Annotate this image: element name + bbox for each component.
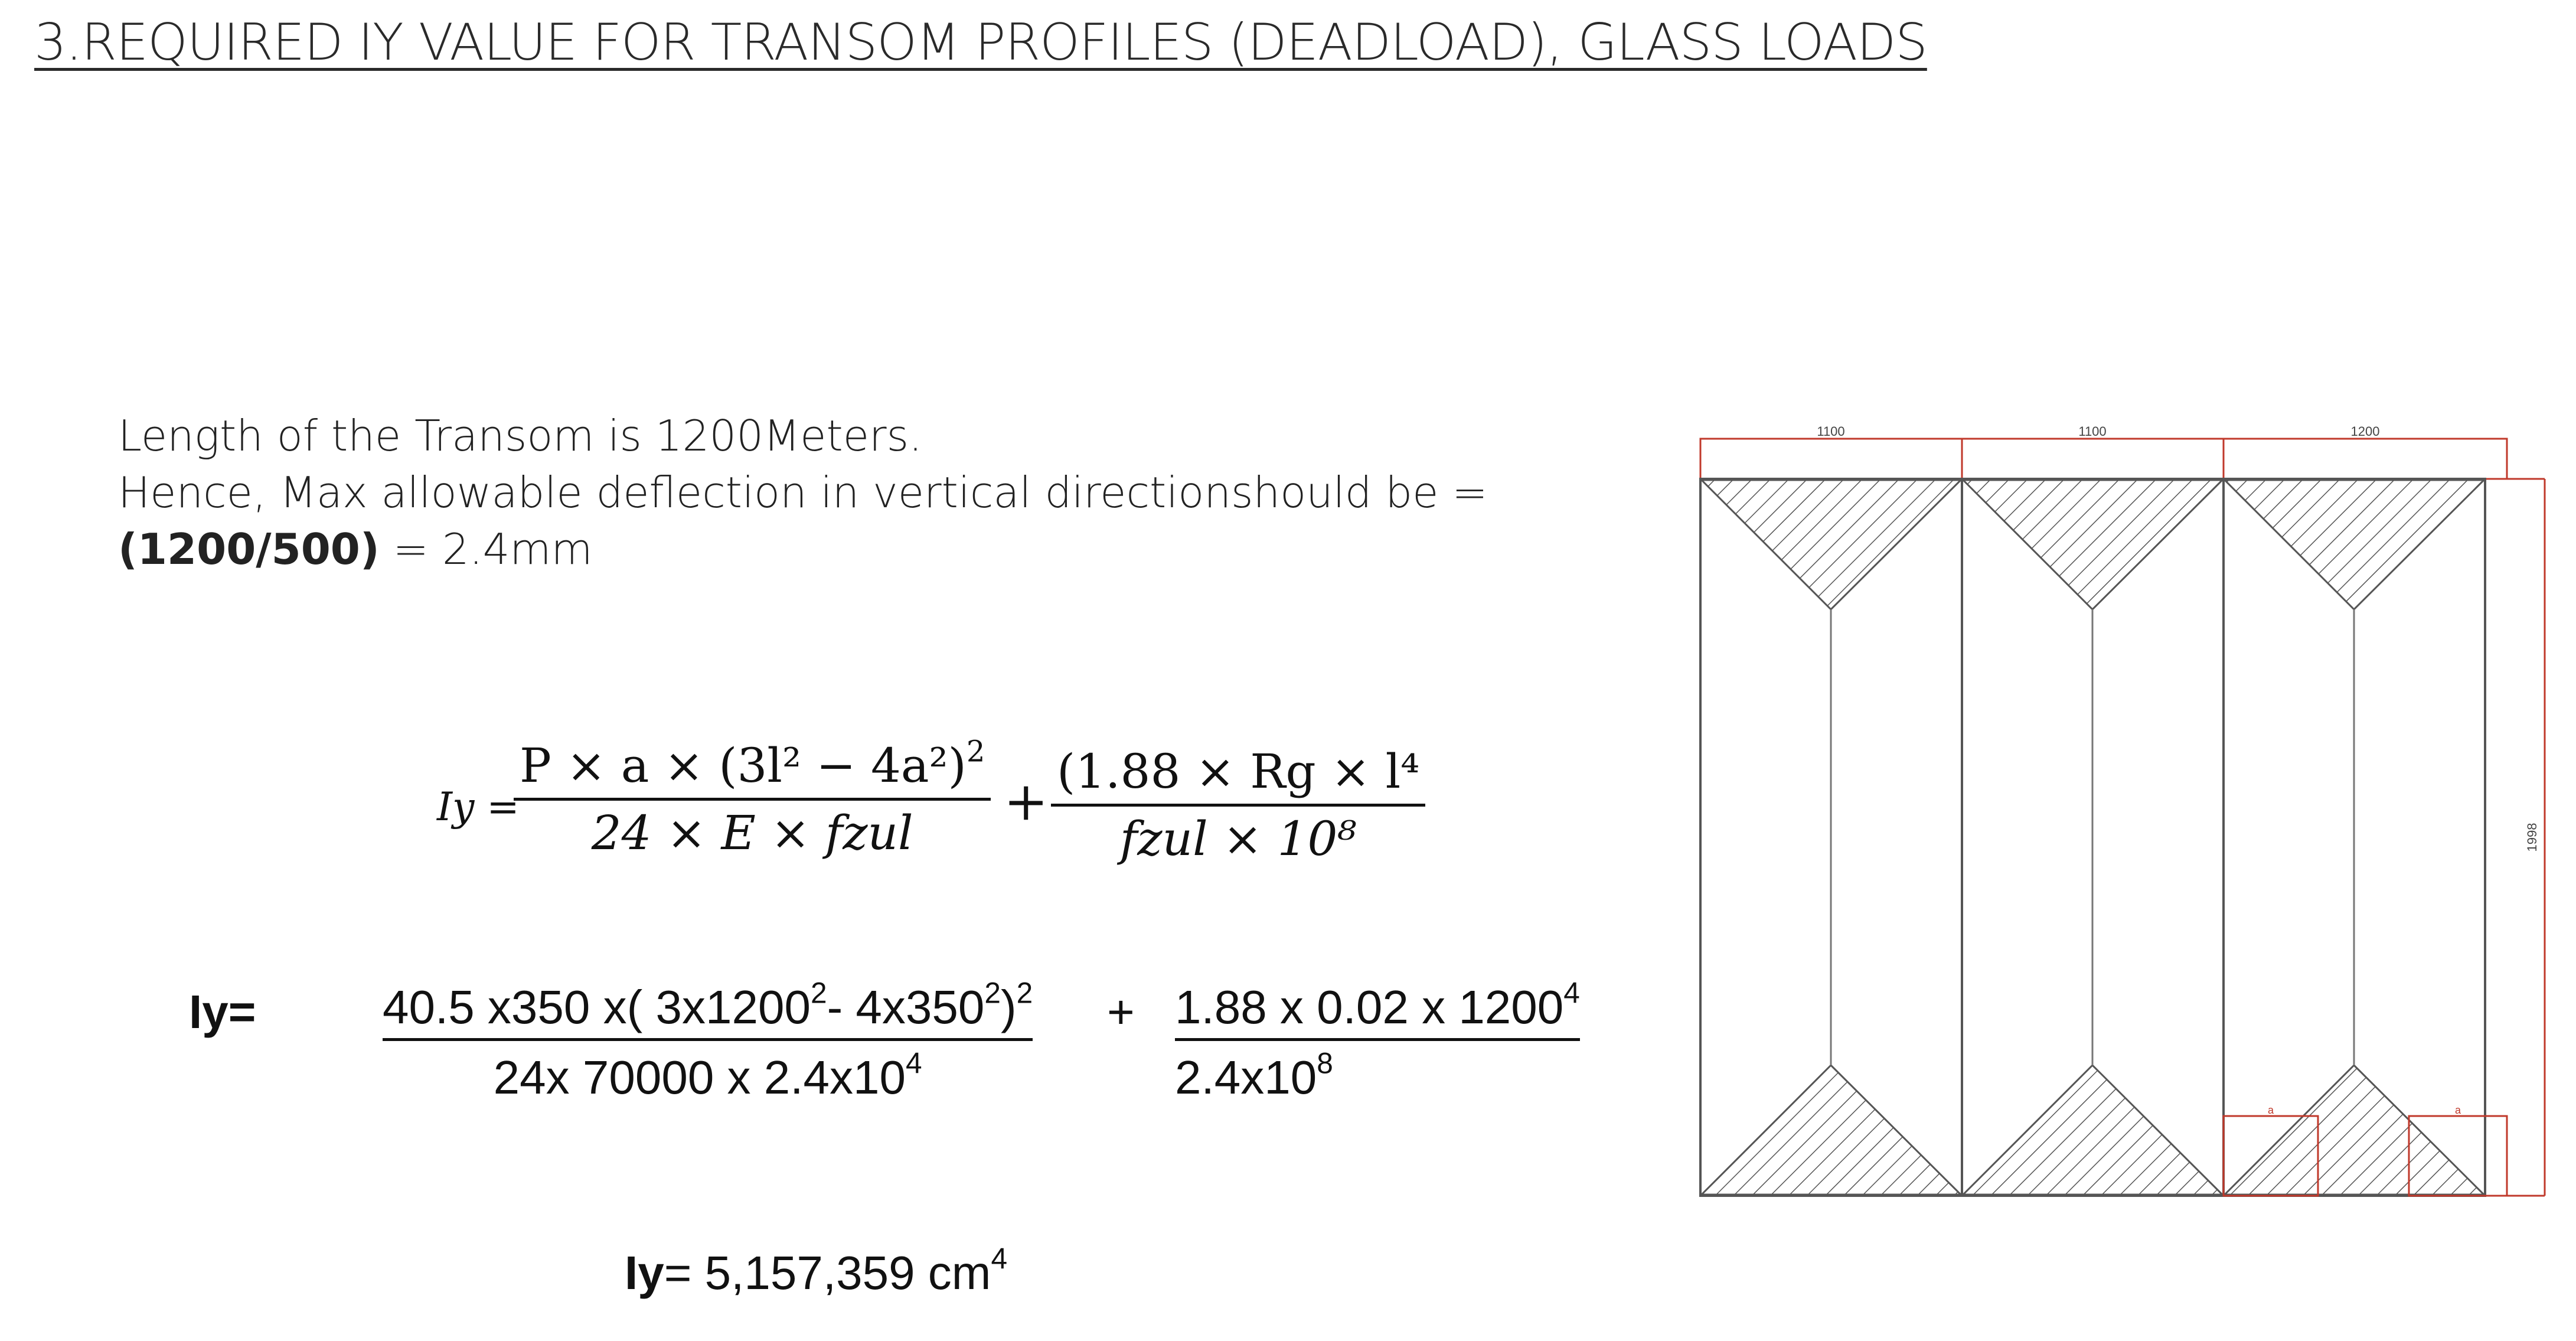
calc-d2-sup: 8 (1317, 1046, 1333, 1080)
formula-lhs: Iy = (437, 784, 520, 830)
page-title: 3.REQUIRED IY VALUE FOR TRANSOM PROFILES (DEADLOAD), GLASS LOADS (34, 13, 1927, 72)
calc-n1-sup3: 2 (1016, 976, 1033, 1010)
formula-term-2 (1051, 744, 1425, 866)
result-value: = 5,157,359 cm (664, 1247, 991, 1299)
formula-term-2-denominator: fzul × 10⁸ (1119, 811, 1357, 866)
result-unit-power: 4 (991, 1242, 1008, 1275)
calc-term-2 (1175, 976, 1580, 1105)
formula-term-1 (514, 734, 991, 860)
formula-term-2-numerator: (1.88 × Rg × l⁴ (1051, 744, 1425, 807)
load-distribution-lines (1831, 609, 2354, 1065)
calc-n2a: 1.88 x 0.02 x 1200 (1175, 981, 1564, 1033)
result (625, 1242, 1008, 1300)
calc-term-2-denominator (1175, 1041, 1580, 1105)
intro-line-1: Length of the Transom is 1200Meters. (118, 411, 922, 461)
setting-block-label-1: a (2267, 1104, 2274, 1116)
dim-label-2: 1100 (2078, 424, 2107, 439)
formula-term-1-numerator (514, 734, 991, 801)
result-label: Iy (625, 1247, 664, 1299)
formula-plus: + (1004, 771, 1049, 833)
calc-d2a: 2.4x10 (1175, 1051, 1317, 1104)
top-dimension-lines (1700, 439, 2507, 479)
calc-lhs: Iy= (189, 986, 256, 1038)
calc-term-2-numerator (1175, 976, 1580, 1041)
calc-n1-sup1: 2 (810, 976, 827, 1010)
formula-term-1-numerator-text: P × a × (3l² − 4a²) (520, 738, 967, 793)
calc-term-1-denominator (383, 1041, 1033, 1105)
calc-term-1 (383, 976, 1033, 1105)
intro-text (118, 407, 1594, 577)
height-label: 1998 (2525, 823, 2539, 852)
calc-n1a: 40.5 x350 x( 3x1200 (383, 981, 811, 1033)
deflection-value: = 2.4mm (379, 524, 593, 574)
calc-n1b: - 4x350 (827, 981, 985, 1033)
calc-n2-sup: 4 (1563, 976, 1580, 1010)
dim-label-1: 1100 (1817, 424, 1845, 439)
calc-n1c: ) (1001, 981, 1017, 1033)
calc-plus: + (1107, 986, 1135, 1038)
formula-term-1-denominator: 24 × E × fzul (591, 805, 913, 860)
intro-line-2: Hence, Max allowable deflection in vertical directionshould be = (118, 468, 1488, 517)
calc-n1-sup2: 2 (984, 976, 1001, 1010)
formula-term-1-power: 2 (966, 734, 985, 769)
calc-d1a: 24x 70000 x 2.4x10 (493, 1051, 906, 1104)
setting-block-label-2: a (2454, 1104, 2461, 1116)
deflection-ratio: (1200/500) (118, 524, 380, 574)
dim-label-3: 1200 (2350, 424, 2380, 439)
calc-d1-sup: 4 (905, 1046, 922, 1080)
intro-line-3 (118, 521, 1594, 577)
transom-elevation-drawing (1689, 413, 2551, 1205)
calc-term-1-numerator (383, 976, 1033, 1041)
